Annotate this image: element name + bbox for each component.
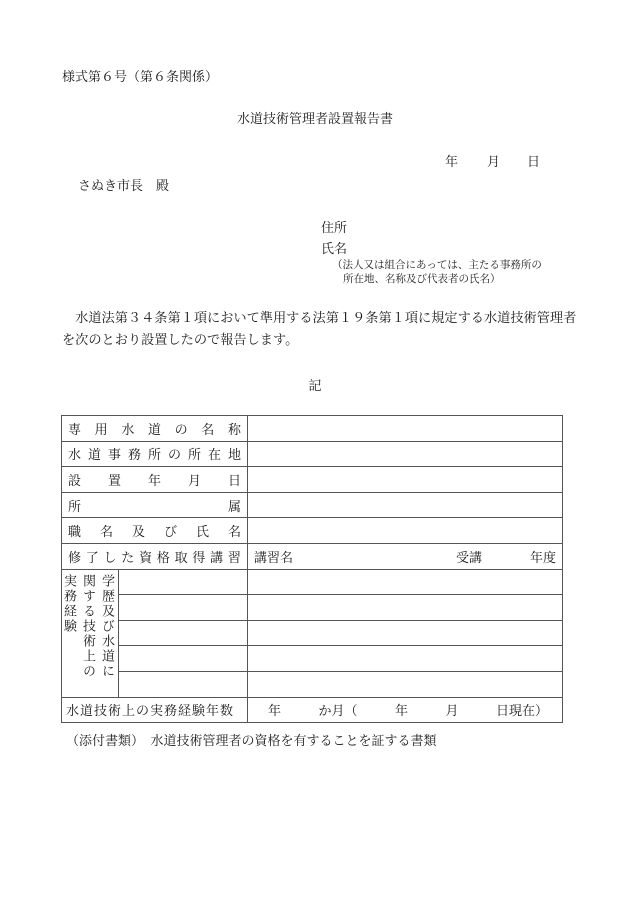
ki-heading: 記 (308, 379, 322, 394)
experience-years-row (62, 697, 563, 723)
label-char: 水 (121, 422, 135, 438)
label-char: 設 (68, 473, 82, 489)
experience-period-field[interactable] (119, 671, 248, 697)
label-char: 資 (139, 550, 153, 566)
label-char: 職 (68, 525, 82, 541)
table-row (62, 467, 563, 493)
experience-period-field[interactable] (119, 569, 248, 595)
experience-row (62, 569, 563, 595)
label-char: 置 (108, 473, 122, 489)
date-line (445, 151, 540, 170)
form-number: 様式第６号（第６条関係） (62, 70, 219, 85)
row-label (62, 467, 248, 493)
label-char: 用 (94, 422, 108, 438)
experience-detail-field[interactable] (248, 646, 563, 672)
table-row (62, 416, 563, 442)
years-year: 年 (268, 704, 282, 720)
experience-detail-field[interactable] (248, 620, 563, 646)
as-of-month: 月 (445, 704, 459, 720)
label-char: 得 (192, 550, 206, 566)
experience-detail-field[interactable] (248, 671, 563, 697)
date-day: 日 (527, 155, 541, 170)
label-char: 取 (174, 550, 188, 566)
label-char: 在 (208, 448, 222, 464)
row-value-field[interactable] (248, 416, 563, 442)
table-row (62, 441, 563, 467)
row-label (62, 441, 248, 467)
label-char: 道 (88, 448, 102, 464)
row-label (62, 492, 248, 518)
experience-row (62, 620, 563, 646)
course-year-header: 年度 (530, 550, 557, 566)
experience-period-field[interactable] (119, 646, 248, 672)
label-char: 務 (128, 448, 142, 464)
row-label (62, 518, 248, 544)
date-month: 月 (487, 155, 501, 170)
name-note (332, 258, 542, 286)
name-label: 氏名 (321, 242, 348, 257)
label-char: 名 (100, 525, 114, 541)
table-row (62, 518, 563, 544)
row-value-field[interactable] (248, 441, 563, 467)
label-char: 修 (68, 550, 82, 566)
course-attend-header: 受講 (455, 550, 482, 566)
as-of-year: 年 (394, 704, 408, 720)
label-char: の (168, 448, 182, 464)
report-table (61, 415, 563, 723)
experience-period-field[interactable] (119, 620, 248, 646)
label-char: 了 (85, 550, 99, 566)
row-label (62, 416, 248, 442)
label-char: 月 (188, 473, 202, 489)
label-char: 道 (147, 422, 161, 438)
label-char: 事 (108, 448, 122, 464)
label-char: 水 (68, 448, 82, 464)
course-name-header: 講習名 (254, 550, 294, 566)
row-value-field[interactable] (248, 518, 563, 544)
name-note-line2: 所在地、名称及び代表者の氏名） (343, 273, 501, 285)
label-char: 属 (228, 499, 242, 515)
label-char: 講 (210, 550, 224, 566)
experience-label: 学歴及び水道に関する技術上の実務経験 (62, 569, 119, 697)
label-char: 名 (201, 422, 215, 438)
label-char: し (103, 550, 117, 566)
label-char: 所 (188, 448, 202, 464)
row-value-field[interactable] (248, 492, 563, 518)
course-row (62, 543, 563, 569)
label-char: 名 (228, 525, 242, 541)
experience-years-field[interactable] (248, 697, 563, 723)
experience-period-field[interactable] (119, 595, 248, 621)
label-char: の (174, 422, 188, 438)
experience-detail-field[interactable] (248, 595, 563, 621)
body-text: 水道法第３４条第１項において準用する法第１９条第１項に規定する水道技術管理者を次のとおり設置したので報告します。 (62, 311, 577, 348)
label-char: 及 (132, 525, 146, 541)
name-note-line1: （法人又は組合にあっては、主たる事務所の (332, 259, 542, 271)
label-char: 所 (148, 448, 162, 464)
table-row (62, 492, 563, 518)
address-label: 住所 (321, 221, 348, 236)
as-of-day: 日現在） (495, 704, 548, 720)
label-char: 所 (68, 499, 82, 515)
course-value-field[interactable] (248, 543, 563, 569)
label-char: 称 (227, 422, 241, 438)
label-char: 習 (227, 550, 241, 566)
experience-row (62, 671, 563, 697)
label-char: 年 (148, 473, 162, 489)
label-char: 専 (68, 422, 82, 438)
label-char: び (164, 525, 178, 541)
label-char: た (121, 550, 135, 566)
experience-detail-field[interactable] (248, 569, 563, 595)
label-char: 地 (228, 448, 242, 464)
date-year: 年 (445, 155, 459, 170)
attachment-note: （添付書類） 水道技術管理者の資格を有することを証する書類 (66, 734, 437, 749)
experience-years-label: 水道技術上の実務経験年数 (62, 697, 248, 723)
document-title: 水道技術管理者設置報告書 (236, 112, 393, 127)
course-label (62, 543, 248, 569)
row-value-field[interactable] (248, 467, 563, 493)
addressee: さぬき市長 殿 (78, 179, 170, 194)
label-char: 氏 (196, 525, 210, 541)
label-char: 格 (156, 550, 170, 566)
experience-row (62, 646, 563, 672)
label-char: 日 (228, 473, 242, 489)
experience-row (62, 595, 563, 621)
years-months: か月（ (318, 704, 358, 720)
